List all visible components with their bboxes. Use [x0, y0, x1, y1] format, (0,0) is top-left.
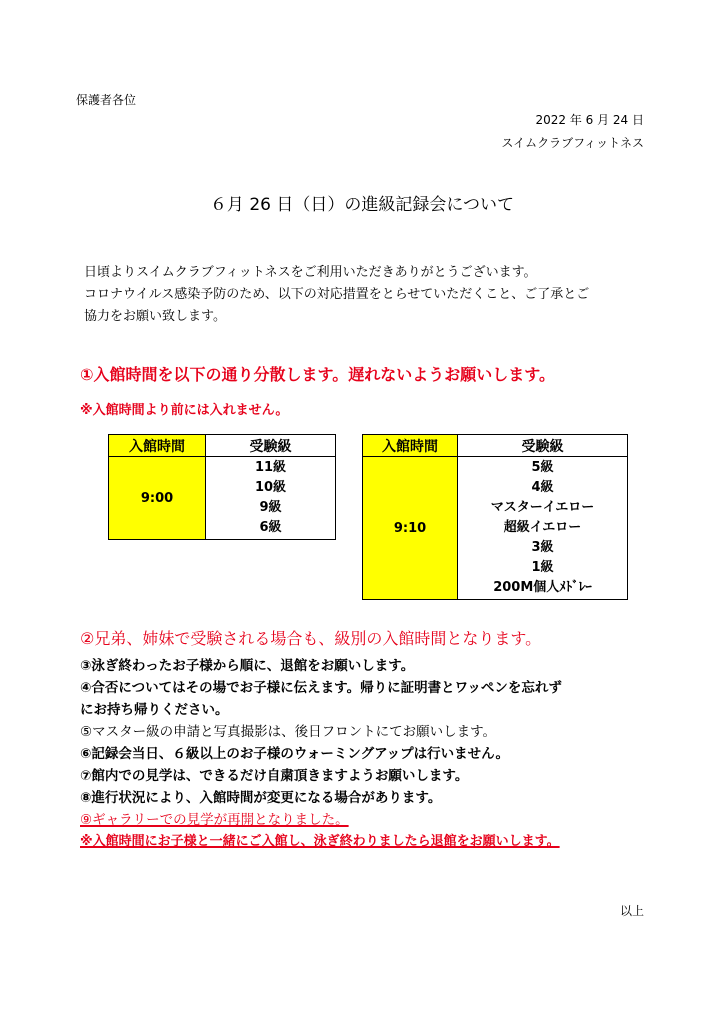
header-grade: 受験級 — [458, 435, 628, 457]
header-grade: 受験級 — [206, 435, 336, 457]
entry-time: 9:10 — [363, 457, 458, 600]
grade-item: 10級 — [254, 480, 287, 495]
page-title: ６月 26 日（日）の進級記録会について — [209, 195, 515, 215]
entry-time: 9:00 — [109, 457, 206, 540]
header-entry-time: 入館時間 — [363, 435, 458, 457]
final-note: ※入館時間にお子様と一緒にご入館し、泳ぎ終わりましたら退館をお願いします。 — [80, 834, 560, 849]
item-4-line-2: にお持ち帰りください。 — [80, 702, 229, 718]
grade-item: 3級 — [531, 540, 554, 555]
schedule-table-right — [362, 434, 628, 600]
date: 2022 年 6 月 24 日 — [535, 113, 644, 127]
grade-item: マスターイエロー — [490, 500, 595, 515]
grade-item: 超級イエロー — [503, 520, 582, 535]
intro-line-3: 協力をお願い致します。 — [84, 309, 226, 324]
grade-item: 200M個人ﾒﾄﾞﾚｰ — [493, 580, 592, 595]
item-9: ⑨ギャラリーでの見学が再開となりました。 — [80, 812, 349, 828]
notice-2: ②兄弟、姉妹で受験される場合も、級別の入館時間となります。 — [80, 629, 542, 648]
intro-line-2: コロナウイルス感染予防のため、以下の対応措置をとらせていただくこと、ご了承とご — [84, 287, 590, 302]
grade-item: 1級 — [531, 560, 554, 575]
notice-1-heading: ①入館時間を以下の通り分散します。遅れないようお願いします。 — [80, 365, 555, 384]
grade-item: 11級 — [254, 460, 287, 475]
recipient: 保護者各位 — [76, 93, 137, 107]
grade-item: 5級 — [531, 460, 554, 475]
item-8: ⑧進行状況により、入館時間が変更になる場合があります。 — [80, 790, 442, 806]
grade-item: 6級 — [259, 520, 282, 535]
grade-list — [206, 457, 336, 540]
closing: 以上 — [619, 904, 644, 918]
intro-line-1: 日頃よりスイムクラブフィットネスをご利用いただきありがとうございます。 — [84, 265, 537, 280]
item-5: ⑤マスター級の申請と写真撮影は、後日フロントにてお願いします。 — [80, 724, 497, 740]
grade-item: 9級 — [259, 500, 282, 515]
item-6: ⑥記録会当日、６級以上のお子様のウォーミングアップは行いません。 — [80, 746, 509, 762]
header-entry-time: 入館時間 — [109, 435, 206, 457]
grade-item: 4級 — [531, 480, 554, 495]
sender: スイムクラブフィットネス — [501, 136, 644, 150]
item-7: ⑦館内での見学は、できるだけ自粛頂きますようお願いします。 — [80, 768, 469, 784]
grade-list — [458, 457, 628, 600]
item-3: ③泳ぎ終わったお子様から順に、退館をお願いします。 — [80, 658, 415, 674]
notice-1-sub: ※入館時間より前には入れません。 — [80, 403, 289, 418]
item-4-line-1: ④合否についてはその場でお子様に伝えます。帰りに証明書とワッペンを忘れず — [80, 680, 562, 696]
schedule-table-left — [108, 434, 336, 540]
